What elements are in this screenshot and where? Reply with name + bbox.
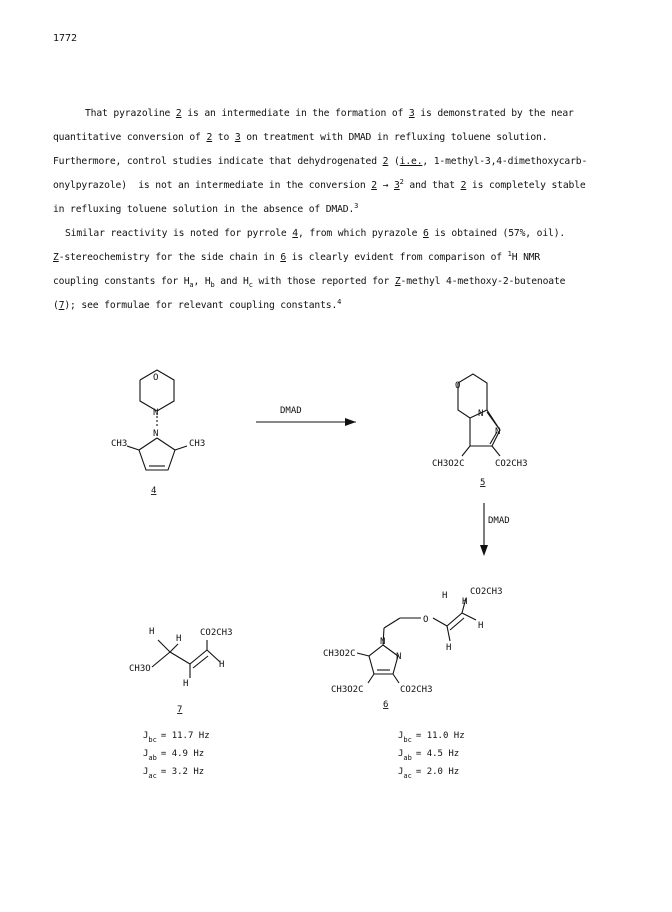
cmpd4-o-label: O: [153, 373, 159, 383]
cmpd6-hb: H: [446, 643, 452, 653]
cmpd6-label: 6: [383, 700, 389, 710]
cmpd6-ester-left: CH3O2C: [323, 649, 356, 659]
cmpd6-n1: N: [380, 637, 386, 647]
page-number: 1772: [53, 33, 78, 44]
cmpd7-ome: CH3O: [129, 664, 151, 674]
cmpd4-ch3-right: CH3: [189, 439, 206, 449]
cmpd6-ester-top: CO2CH3: [470, 587, 503, 597]
cmpd7-ha2: H: [176, 634, 182, 644]
cmpd6-n2: N: [396, 652, 402, 662]
svg-text:Jab= 4.5 Hz: $J_{ab} = 4.5$ Hz: [398, 749, 460, 762]
para1-line4: onylpyrazole) is not an intermediate in the conversion $2 \to 3^2$ and that 2 is completely stable: [53, 177, 586, 191]
para1-line3: Furthermore, control studies indicate that dehydrogenated 2 (i.e., 1-methyl-3,4-dimethoxycarb-: [53, 156, 588, 167]
para2-line1: Similar reactivity is noted for pyrrole 4, from which pyrazole 6 is obtained (57%, oil).: [65, 228, 566, 239]
cmpd7-ha1: H: [149, 627, 155, 637]
cmpd4-n-ring-label: N: [153, 429, 159, 439]
svg-text:Jac= 3.2 Hz: $J_{ac} = 3.2$ Hz: [143, 767, 205, 780]
para2-line3: coupling constants for $H_a$, $H_b$ and $H_c$ with those reported for Z-methyl 4-methoxy-2-butenoate: [53, 276, 566, 289]
para1-line1: That pyrazoline 2 is an intermediate in the formation of 3 is demonstrated by the near: [85, 108, 574, 119]
compound-7-structure: [152, 640, 220, 678]
cmpd5-o-label: O: [455, 381, 461, 391]
cmpd7-ester: CO2CH3: [200, 628, 233, 638]
reagent-2: DMAD: [488, 516, 510, 526]
compound-6-structure: [357, 598, 476, 683]
para2-line4: (7); see formulae for relevant coupling constants.$^4$: [53, 297, 342, 311]
svg-text:Jac= 2.0 Hz: $J_{ac} = 2.0$ Hz: [398, 767, 460, 780]
compound-4-structure: [127, 370, 187, 470]
cmpd4-ch3-left: CH3: [111, 439, 128, 449]
cmpd5-label: 5: [480, 478, 486, 488]
cmpd6-ester-bl: CH3O2C: [331, 685, 364, 695]
svg-text:Jbc= 11.7 Hz: $J_{bc} = 11.7$ Hz: [143, 731, 210, 744]
cmpd4-n-top-label: N: [153, 408, 159, 418]
para1-line5: in refluxing toluene solution in the absence of DMAD.$^3$: [53, 201, 359, 215]
para2-line2: Z-stereochemistry for the side chain in 6 is clearly evident from comparison of $^1$H NMR: [53, 249, 541, 263]
coupling-constants: [143, 731, 465, 780]
para1-line2: quantitative conversion of 2 to 3 on treatment with DMAD in refluxing toluene solution.: [53, 132, 548, 143]
svg-text:Jbc= 11.0 Hz: $J_{bc} = 11.0$ Hz: [398, 731, 465, 744]
cmpd7-label: 7: [177, 705, 183, 715]
coupling-6: [398, 731, 465, 780]
cmpd7-hc: H: [219, 660, 225, 670]
reagent-1: DMAD: [280, 406, 302, 416]
cmpd5-n1-label: N: [478, 409, 484, 419]
cmpd5-ester-left: CH3O2C: [432, 459, 465, 469]
cmpd5-n2-label: N: [495, 427, 501, 437]
cmpd6-ha1: H: [442, 591, 448, 601]
cmpd7-hb: H: [183, 679, 189, 689]
coupling-7: [143, 731, 210, 780]
cmpd5-ester-right: CO2CH3: [495, 459, 528, 469]
svg-text:Jab= 4.9 Hz: $J_{ab} = 4.9$ Hz: [143, 749, 205, 762]
cmpd6-ha2: H: [462, 597, 468, 607]
cmpd6-hc: H: [478, 621, 484, 631]
cmpd4-label: 4: [151, 486, 157, 496]
cmpd6-ester-br: CO2CH3: [400, 685, 433, 695]
cmpd6-o: O: [423, 615, 429, 625]
